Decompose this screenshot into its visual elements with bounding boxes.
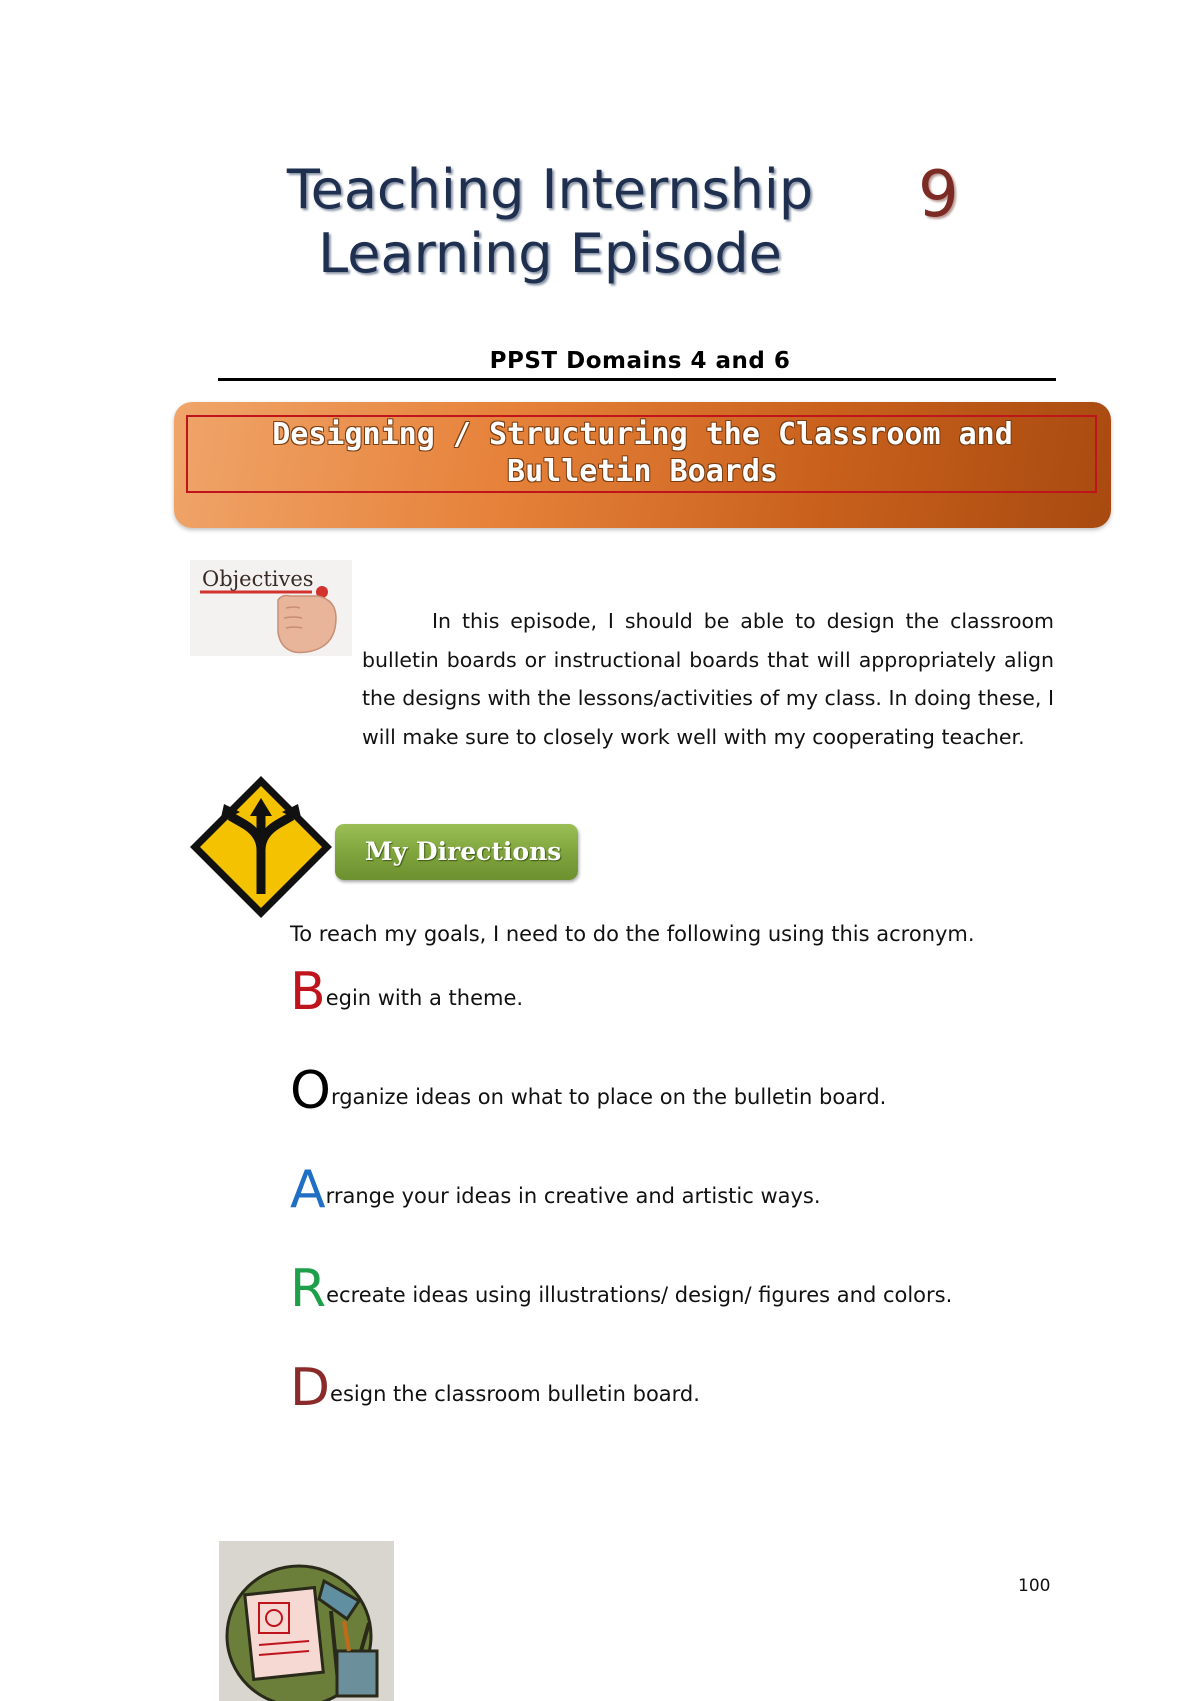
page-number: 100 [1018, 1576, 1051, 1596]
title-line-1: Teaching Internship [286, 158, 814, 221]
banner-title-line-1: Designing / Structuring the Classroom and [272, 417, 1013, 452]
page-title [200, 158, 900, 286]
acronym-item [290, 1061, 887, 1121]
title-line-2: Learning Episode [318, 222, 782, 285]
acronym-item [290, 1160, 821, 1220]
episode-number: 9 [918, 158, 959, 232]
domains-heading: PPST Domains 4 and 6 [489, 348, 791, 374]
acronym-letter: D [290, 1358, 331, 1418]
divider-line [218, 378, 1056, 381]
acronym-text: rrange your ideas in creative and artistic ways. [325, 1184, 821, 1208]
bulletin-board-clipart-icon [219, 1541, 394, 1701]
banner-title-line-2: Bulletin Boards [507, 454, 778, 489]
episode-banner [174, 402, 1111, 528]
banner-title [174, 416, 1111, 490]
acronym-item [290, 1259, 953, 1319]
acronym-text: ecreate ideas using illustrations/ design/ figures and colors. [326, 1283, 953, 1307]
acronym-text: egin with a theme. [325, 986, 524, 1010]
road-sign-arrows-icon [186, 772, 336, 922]
acronym-letter: O [290, 1061, 331, 1121]
objectives-text: In this episode, I should be able to design the classroom bulletin boards or instructional boards that will appropriately align the designs with the lessons/activities of my class. In doing these, I will make sure to closely work well with my cooperating teacher. [362, 609, 1054, 750]
objectives-paragraph [362, 602, 1054, 757]
my-directions-button: My Directions [335, 824, 578, 880]
directions-intro: To reach my goals, I need to do the following using this acronym. [290, 922, 975, 946]
acronym-text: rganize ideas on what to place on the bulletin board. [330, 1085, 887, 1109]
acronym-letter: R [290, 1259, 327, 1319]
objectives-hand-icon [190, 560, 352, 656]
objectives-label: Objectives [202, 567, 314, 591]
acronym-item [290, 1358, 700, 1418]
acronym-item [290, 962, 524, 1022]
acronym-letter: A [290, 1160, 326, 1220]
acronym-letter: B [290, 962, 326, 1022]
acronym-text: esign the classroom bulletin board. [330, 1382, 700, 1406]
